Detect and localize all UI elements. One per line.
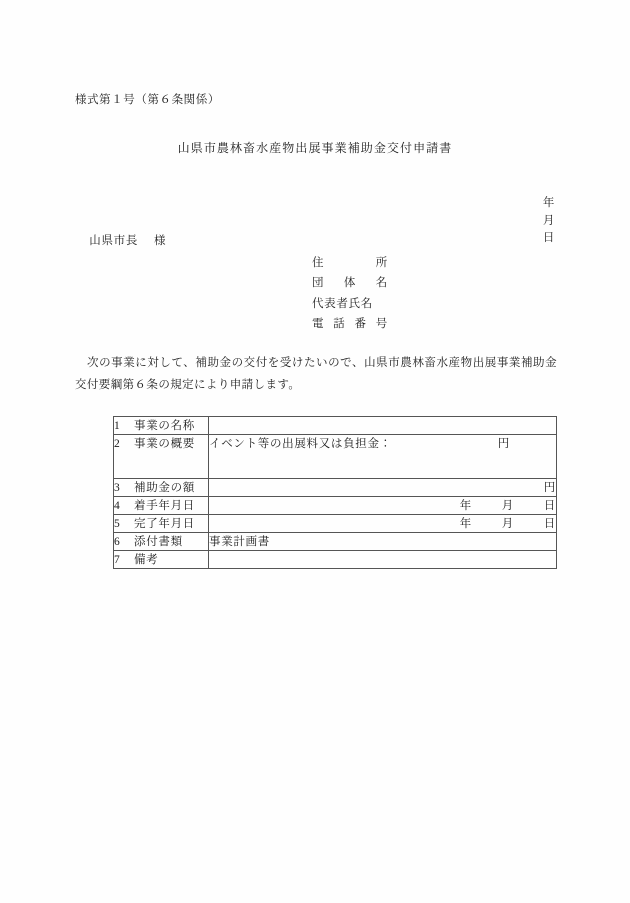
table-row-value-right: 円	[543, 482, 556, 494]
organization-label-char-3: 名	[375, 277, 388, 290]
table-row	[114, 533, 557, 551]
address-label-char-2: 所	[375, 257, 388, 269]
date-line	[497, 177, 555, 266]
table-row-label: 添付書類	[134, 536, 183, 548]
date-year-label: 年	[542, 196, 555, 209]
date-year-label: 年	[459, 500, 472, 512]
phone-label-char-2: 話	[333, 318, 346, 331]
body-paragraph: 次の事業に対して、補助金の交付を受けたいので、山県市農林畜水産物出展事業補助金交付要綱第６条の規定により申請します。	[75, 357, 557, 392]
table-row-label: 完了年月日	[134, 518, 195, 530]
table-row-number: 5	[114, 518, 121, 530]
table-row-label-cell	[114, 435, 209, 479]
table-row-number: 4	[114, 500, 121, 512]
table-row	[114, 497, 557, 515]
date-day-label: 日	[543, 500, 556, 512]
applicant-field-phone	[312, 314, 388, 334]
table-row-label-cell	[114, 515, 209, 533]
table-row-value-cell[interactable]	[209, 533, 557, 551]
table-row-value-cell[interactable]	[209, 497, 557, 515]
table-row-label: 着手年月日	[134, 500, 195, 512]
table-row	[114, 515, 557, 533]
currency-unit-label: 円	[497, 438, 510, 450]
addressee-name: 山県市長	[89, 234, 139, 247]
page-title: 山県市農林畜水産物出展事業補助金交付申請書	[177, 141, 453, 155]
applicant-field-address	[312, 253, 388, 273]
table-row-number: 7	[114, 554, 121, 566]
date-year-label: 年	[459, 518, 472, 530]
table-row	[114, 479, 557, 497]
application-table-body	[114, 417, 557, 569]
addressee	[75, 215, 166, 268]
date-day-label: 日	[542, 232, 555, 245]
table-row-label: 事業の名称	[134, 420, 195, 432]
phone-label-char-3: 番	[354, 318, 367, 331]
table-row-label-cell	[114, 533, 209, 551]
table-row	[114, 417, 557, 435]
table-row-value-cell[interactable]	[209, 551, 557, 569]
table-row-label: 補助金の額	[134, 482, 195, 494]
date-month-label: 月	[501, 518, 514, 530]
representative-label: 代表者氏名	[312, 297, 373, 310]
table-row-label: 事業の概要	[134, 438, 195, 450]
table-row-number: 6	[114, 536, 121, 548]
applicant-field-representative	[312, 294, 388, 314]
phone-label-char-4: 号	[375, 318, 388, 331]
applicant-field-organization	[312, 273, 388, 293]
table-row-value: 事業計画書	[209, 536, 270, 548]
table-row-label-cell	[114, 551, 209, 569]
date-entry-line	[209, 515, 556, 531]
table-row-number: 3	[114, 482, 121, 494]
table-row-value-cell[interactable]	[209, 435, 557, 479]
date-entry-line	[209, 497, 556, 513]
date-month-label: 月	[501, 500, 514, 512]
table-row-value-cell[interactable]	[209, 479, 557, 497]
addressee-honorific: 様	[154, 234, 167, 247]
table-row-value-line	[209, 435, 556, 451]
date-month-label: 月	[542, 214, 555, 227]
table-row-label-cell	[114, 479, 209, 497]
table-row	[114, 435, 557, 479]
table-row-value-cell[interactable]	[209, 515, 557, 533]
table-row-label-cell	[114, 417, 209, 435]
organization-label-char-2: 体	[343, 277, 357, 290]
application-table	[113, 416, 557, 569]
address-label-char-1: 住	[312, 257, 325, 269]
table-row-value: イベント等の出展料又は負担金：	[209, 438, 392, 450]
table-row-label-cell	[114, 497, 209, 515]
table-row-number: 2	[114, 438, 121, 450]
table-row-number: 1	[114, 420, 121, 432]
table-row-value-cell[interactable]	[209, 417, 557, 435]
date-day-label: 日	[543, 518, 556, 530]
organization-label-char-1: 団	[312, 277, 325, 290]
phone-label-char-1: 電	[312, 318, 325, 331]
table-row	[114, 551, 557, 569]
table-row-label: 備考	[134, 554, 159, 566]
applicant-fields	[312, 253, 388, 335]
form-number: 様式第１号（第６条関係）	[75, 94, 220, 106]
